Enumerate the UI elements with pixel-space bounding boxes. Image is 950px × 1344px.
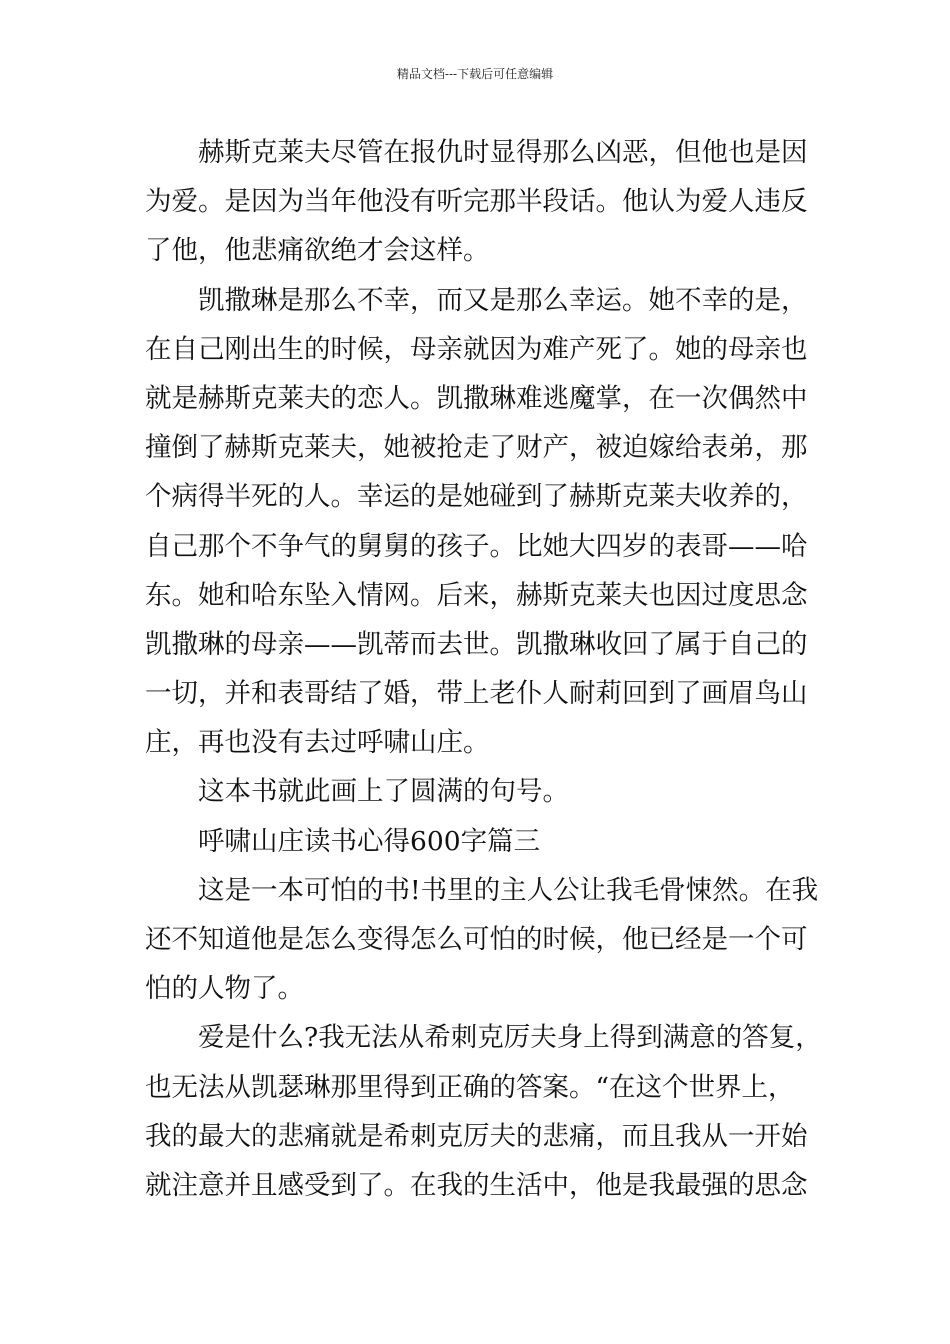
section-heading: 呼啸山庄读书心得600字篇三 <box>198 825 541 857</box>
text-line: 撞倒了赫斯克莱夫，她被抢走了财产，被迫嫁给表弟，那 <box>145 432 808 464</box>
body-text <box>145 128 822 1210</box>
text-line: 爱是什么?我无法从希刺克厉夫身上得到满意的答复， <box>198 1022 822 1054</box>
text-line: 个病得半死的人。幸运的是她碰到了赫斯克莱夫收养的， <box>145 481 808 513</box>
text-line: 我的最大的悲痛就是希刺克厉夫的悲痛，而且我从一开始 <box>145 1120 808 1152</box>
text-line: 了他，他悲痛欲绝才会这样。 <box>145 235 490 267</box>
text-line: 这本书就此画上了圆满的句号。 <box>198 776 569 808</box>
text-line: 庄，再也没有去过呼啸山庄。 <box>145 727 490 759</box>
page-header: 精品文档---下载后可任意编辑 <box>396 67 554 81</box>
text-line: 就注意并且感受到了。在我的生活中，他是我最强的思念 <box>145 1169 808 1201</box>
text-line: 怕的人物了。 <box>145 973 304 1005</box>
text-line: 赫斯克莱夫尽管在报仇时显得那么凶恶，但他也是因 <box>198 137 808 168</box>
text-line: 东。她和哈东坠入情网。后来，赫斯克莱夫也因过度思念 <box>145 579 808 611</box>
text-line: 一切，并和表哥结了婚，带上老仆人耐莉回到了画眉鸟山 <box>145 678 808 710</box>
text-line: 这是一本可怕的书!书里的主人公让我毛骨悚然。在我 <box>198 874 819 906</box>
text-line: 自己那个不争气的舅舅的孩子。比她大四岁的表哥——哈 <box>145 530 808 562</box>
text-line: 在自己刚出生的时候，母亲就因为难产死了。她的母亲也 <box>145 333 808 365</box>
text-line: 凯撒琳是那么不幸，而又是那么幸运。她不幸的是， <box>198 284 808 316</box>
text-line: 凯撒琳的母亲——凯蒂而去世。凯撒琳收回了属于自己的 <box>145 628 808 660</box>
text-line: 也无法从凯瑟琳那里得到正确的答案。“在这个世界上， <box>145 1071 795 1103</box>
text-line: 就是赫斯克莱夫的恋人。凯撒琳难逃魔掌，在一次偶然中 <box>145 382 808 414</box>
text-line: 为爱。是因为当年他没有听完那半段话。他认为爱人违反 <box>145 186 808 218</box>
text-line: 还不知道他是怎么变得怎么可怕的时候，他已经是一个可 <box>145 924 808 955</box>
